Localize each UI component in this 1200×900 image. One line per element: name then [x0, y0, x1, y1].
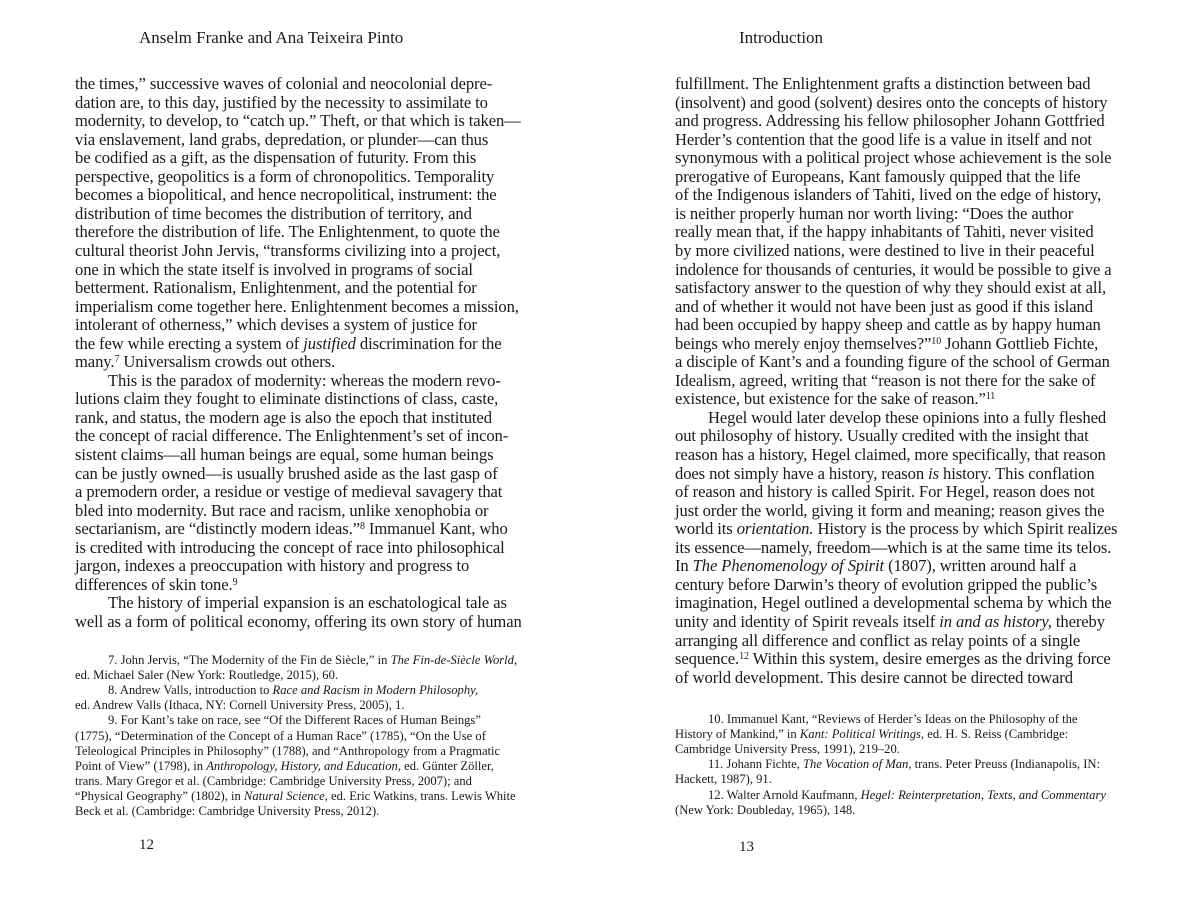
text-line: the times,” successive waves of colonial and neocolonial depre-: [75, 74, 493, 93]
italic-title: The Vocation of Man,: [803, 757, 912, 772]
footnote-line: History of Mankind,” in Kant: Political Writings, ed. H. S. Reiss (Cambridge:: [675, 727, 1069, 742]
text-line: be codified as a gift, as the dispensation of futurity. From this: [75, 148, 477, 168]
text-line: Hegel would later develop these opinions into a fully fleshed: [708, 407, 1107, 427]
text-line: modernity, to develop, to “catch up.” Theft, or that which is taken—: [75, 111, 521, 131]
footnote-line: (New York: Doubleday, 1965), 148.: [675, 802, 856, 817]
text-line: had been occupied by happy sheep and cattle as by happy human: [675, 315, 1101, 335]
footnote-line: Beck et al. (Cambridge: Cambridge University Press, 2012).: [75, 804, 380, 818]
footnote-line: 8. Andrew Valls, introduction to Race and Racism in Modern Philosophy,: [108, 683, 479, 698]
italic-title: Race and Racism in Modern Philosophy,: [272, 683, 479, 698]
footnote-line: (1775), “Determination of the Concept of a Human Race” (1785), “On the Use of: [75, 728, 486, 743]
text-line: therefore the distribution of life. The Enlightenment, to quote the: [75, 222, 500, 242]
text-line: In The Phenomenology of Spirit (1807), written around half a: [675, 556, 1077, 576]
text-line: does not simply have a history, reason is history. This conflation: [675, 463, 1095, 483]
text-line: The history of imperial expansion is an eschatological tale as: [108, 593, 507, 613]
text-line: rank, and status, the modern age is also the epoch that instituted: [75, 407, 492, 427]
text-line: cultural theorist John Jervis, “transforms civilizing into a project,: [75, 240, 501, 260]
text-line: century before Darwin’s theory of evolution gripped the public’s: [675, 574, 1098, 594]
footnote-ref: 11: [985, 391, 996, 403]
text-line: out philosophy of history. Usually credited with the insight that: [675, 426, 1089, 446]
text-line: fulfillment. The Enlightenment grafts a distinction between bad: [675, 74, 1091, 93]
text-line: its essence—namely, freedom—which is at the same time its telos.: [675, 537, 1112, 557]
text-line: indolence for thousands of centuries, it would be possible to give a: [675, 259, 1112, 279]
text-line: imagination, Hegel outlined a developmental schema by which the: [675, 593, 1112, 613]
text-line: many.$^7$ Universalism crowds out others.: [75, 352, 336, 372]
footnote-line: trans. Mary Gregor et al. (Cambridge: Cambridge University Press, 2007); and: [75, 773, 472, 788]
text-line: a premodern order, a residue or vestige of medieval savagery that: [75, 482, 503, 502]
footnote-ref: 8: [359, 521, 365, 533]
italic-title: Natural Science,: [243, 788, 328, 803]
text-line: is credited with introducing the concept of race into philosophical: [75, 537, 505, 557]
text-line: reason has a history, Hegel claimed, more specifically, that reason: [675, 445, 1106, 464]
footnote-ref: 10: [931, 335, 942, 347]
text-line: arranging all difference and conflict as relay points of a single: [675, 630, 1081, 650]
text-line: becomes a biopolitical, and hence necropolitical, instrument: the: [75, 185, 497, 205]
text-line: via enslavement, land grabs, depredation, or plunder—can thus: [75, 129, 489, 149]
text-line: and progress. Addressing his fellow philosopher Johann Gottfried: [675, 111, 1105, 131]
page-number: 12: [139, 837, 154, 853]
footnote-line: Teleological Principles in Philosophy” (1788), and “Anthropology from a Pragmatic: [75, 743, 501, 758]
italic-title: is: [928, 463, 939, 483]
text-line: (insolvent) and good (solvent) desires onto the concepts of history: [675, 92, 1108, 112]
footnote-line: 9. For Kant’s take on race, see “Of the Different Races of Human Beings”: [108, 713, 481, 728]
footnote-line: Cambridge University Press, 1991), 219–20.: [675, 742, 900, 757]
text-line: Herder’s contention that the good life is a value in itself and not: [675, 129, 1092, 149]
text-line: unity and identity of Spirit reveals itself in and as history, thereby: [675, 611, 1105, 631]
footnote-line: ed. Andrew Valls (Ithaca, NY: Cornell University Press, 2005), 1.: [75, 698, 405, 713]
text-line: betterment. Rationalism, Enlightenment, and the potential for: [75, 278, 477, 298]
text-line: differences of skin tone.$^9$: [75, 574, 238, 594]
text-line: sectarianism, are “distinctly modern ideas.”$^8$ Immanuel Kant, who: [75, 519, 508, 539]
text-line: well as a form of political economy, offering its own story of human: [75, 611, 522, 631]
text-line: really mean that, if the happy inhabitants of Tahiti, never visited: [675, 222, 1094, 242]
page-number: 13: [739, 839, 754, 855]
footnote-line: 12. Walter Arnold Kaufmann, Hegel: Reinterpretation, Texts, and Commentary: [708, 787, 1106, 802]
text-line: beings who merely enjoy themselves?”$^{10}$ Johann Gottlieb Fichte,: [675, 333, 1099, 353]
text-line: dation are, to this day, justified by the necessity to assimilate to: [75, 92, 488, 112]
text-line: distribution of time becomes the distribution of territory, and: [75, 203, 472, 223]
italic-title: orientation.: [736, 519, 814, 539]
italic-title: in and as history,: [939, 611, 1052, 631]
footnote-line: 10. Immanuel Kant, “Reviews of Herder’s Ideas on the Philosophy of the: [708, 712, 1078, 726]
text-line: lutions claim they fought to eliminate distinctions of class, caste,: [75, 389, 499, 409]
italic-title: Hegel: Reinterpretation, Texts, and Commentary: [860, 787, 1106, 802]
text-line: of the Indigenous islanders of Tahiti, lived on the edge of history,: [675, 185, 1102, 205]
text-line: by more civilized nations, were destined to live in their peaceful: [675, 240, 1095, 260]
text-line: perspective, geopolitics is a form of chronopolitics. Temporality: [75, 166, 495, 186]
right-page: [600, 0, 1200, 900]
footnote-ref: 7: [114, 354, 120, 366]
text-line: sistent claims—all human beings are equal, some human beings: [75, 445, 494, 464]
text-line: of reason and history is called Spirit. For Hegel, reason does not: [675, 482, 1095, 502]
italic-title: justified: [303, 333, 356, 353]
text-line: existence, but existence for the sake of reason.”$^{11}$: [675, 389, 996, 409]
text-line: jargon, indexes a preoccupation with history and progress to: [75, 556, 470, 576]
text-line: is neither properly human nor worth living: “Does the author: [675, 203, 1074, 223]
footnote-ref: 12: [739, 651, 749, 663]
italic-title: Kant: Political Writings,: [799, 727, 925, 742]
text-line: prerogative of Europeans, Kant famously quipped that the life: [675, 166, 1081, 186]
text-line: Idealism, agreed, writing that “reason is not there for the sake of: [675, 370, 1096, 390]
text-line: This is the paradox of modernity: whereas the modern revo-: [108, 370, 501, 390]
text-line: the concept of racial difference. The Enlightenment’s set of incon-: [75, 426, 509, 446]
text-line: can be justly owned—is usually brushed aside as the last gasp of: [75, 463, 498, 483]
italic-title: Anthropology, History, and Education,: [206, 758, 401, 773]
text-line: just order the world, giving it form and meaning; reason gives the: [675, 500, 1105, 520]
text-line: one in which the state itself is involved in programs of social: [75, 259, 473, 279]
italic-title: The Phenomenology of Spirit: [692, 556, 885, 576]
footnote-line: Hackett, 1987), 91.: [675, 772, 772, 787]
footnote-line: “Physical Geography” (1802), in Natural Science, ed. Eric Watkins, trans. Lewis White: [75, 788, 516, 803]
footnote-line: 11. Johann Fichte, The Vocation of Man, trans. Peter Preuss (Indianapolis, IN:: [708, 757, 1100, 772]
text-line: intolerant of otherness,” which devises a system of justice for: [75, 315, 477, 335]
text-line: sequence.$^{12}$ Within this system, desire emerges as the driving force: [675, 649, 1111, 669]
text-line: imperialism come together here. Enlightenment becomes a mission,: [75, 296, 519, 316]
text-line: world its orientation. History is the process by which Spirit realizes: [675, 519, 1118, 539]
italic-title: The Fin-de-Siècle World,: [390, 653, 518, 667]
text-line: the few while erecting a system of justified discrimination for the: [75, 333, 502, 353]
text-line: satisfactory answer to the question of why they should exist at all,: [675, 278, 1106, 298]
footnote-line: ed. Michael Saler (New York: Routledge, 2015), 60.: [75, 668, 339, 683]
footnote-ref: 9: [232, 576, 238, 588]
text-line: and of whether it would not have been just as good if this island: [675, 296, 1093, 316]
text-line: of world development. This desire cannot be directed toward: [675, 667, 1073, 687]
running-head-section: Introduction: [739, 28, 824, 47]
footnote-line: Point of View” (1798), in Anthropology, History, and Education, ed. Günter Zöller,: [75, 758, 494, 773]
running-head-author: Anselm Franke and Ana Teixeira Pinto: [139, 28, 404, 47]
text-line: bled into modernity. But race and racism, unlike xenophobia or: [75, 500, 489, 520]
text-line: a disciple of Kant’s and a founding figure of the school of German: [675, 352, 1110, 372]
text-line: synonymous with a political project whose achievement is the sole: [675, 148, 1112, 168]
footnote-line: 7. John Jervis, “The Modernity of the Fin de Siècle,” in The Fin-de-Siècle World,: [108, 653, 518, 667]
